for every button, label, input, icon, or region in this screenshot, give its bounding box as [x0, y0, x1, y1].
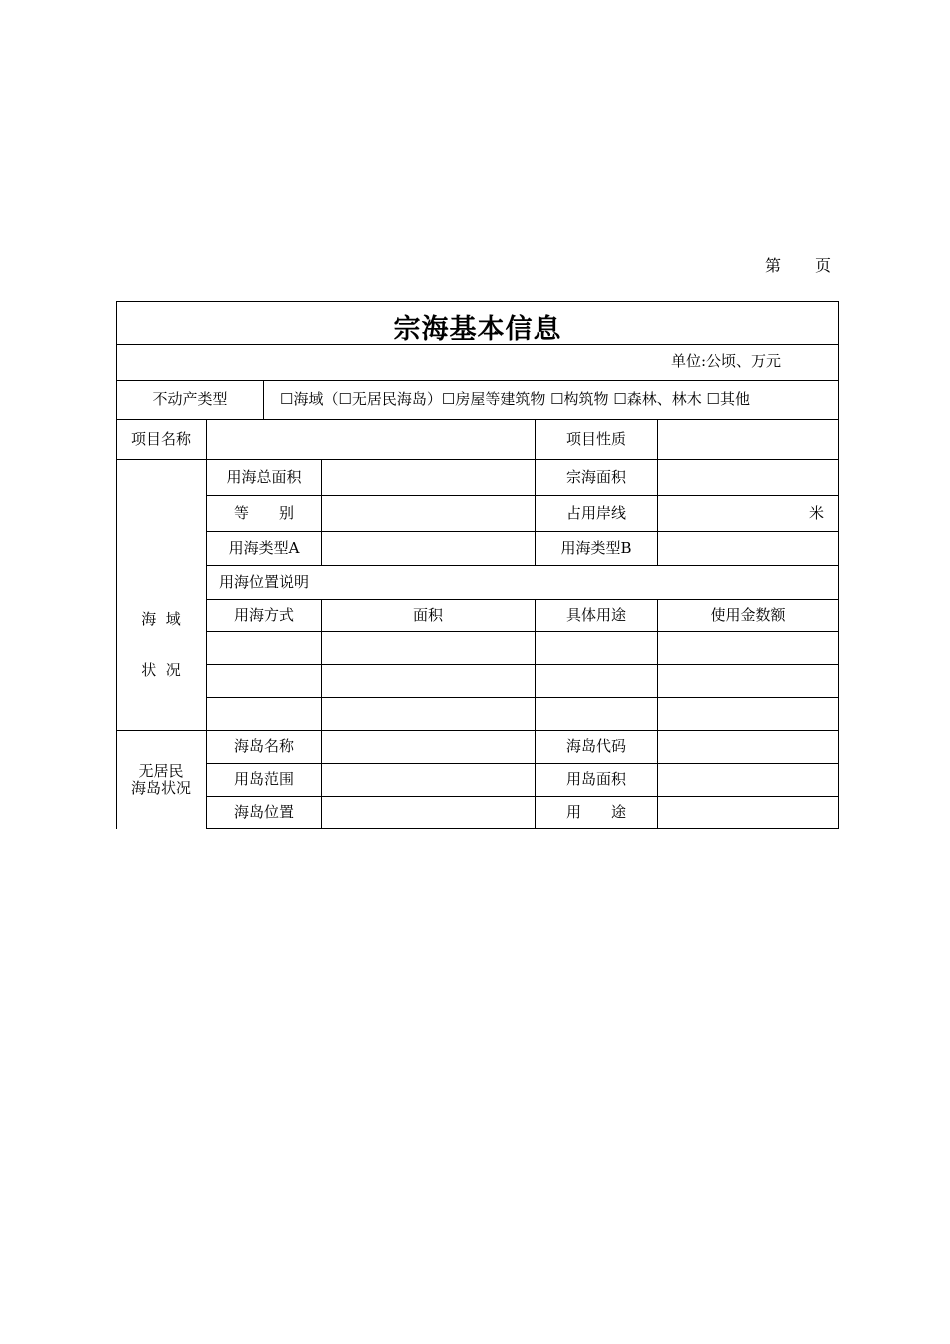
project-nature-label: 项目性质 — [565, 430, 627, 448]
sea-area-group-label-line2: 状 况 — [141, 661, 181, 679]
table-header-area: 面积 — [412, 606, 444, 624]
row-divider — [206, 565, 839, 566]
total-area-label: 用海总面积 — [226, 468, 302, 486]
row-divider — [206, 495, 839, 496]
page-number — [765, 253, 831, 276]
row-divider — [206, 664, 839, 665]
col-divider — [263, 380, 264, 419]
row-divider — [116, 730, 839, 731]
island-code-label: 海岛代码 — [565, 737, 627, 755]
col-divider — [535, 419, 536, 565]
row-divider — [206, 796, 839, 797]
col-divider — [657, 419, 658, 565]
sea-area-group-label-line1: 海 域 — [141, 610, 181, 628]
col-divider — [657, 599, 658, 829]
island-group-label-line2: 海岛状况 — [130, 779, 192, 797]
info-form — [116, 301, 839, 829]
sea-area-group-label — [141, 577, 181, 713]
row-divider — [206, 631, 839, 632]
table-header-method: 用海方式 — [233, 606, 295, 624]
grade-label: 等 别 — [233, 504, 295, 522]
island-name-label: 海岛名称 — [233, 737, 295, 755]
row-divider — [116, 419, 839, 420]
border-right — [838, 301, 839, 829]
sea-type-b-label: 用海类型B — [560, 539, 632, 557]
island-range-label: 用岛范围 — [233, 770, 295, 788]
island-area-label: 用岛面积 — [565, 770, 627, 788]
row-divider — [206, 531, 839, 532]
unit-label: 单位:公顷、万元 — [671, 352, 782, 370]
coastline-label: 占用岸线 — [565, 504, 627, 522]
table-header-fee: 使用金数额 — [710, 606, 786, 624]
border-left — [116, 301, 117, 829]
row-divider — [206, 763, 839, 764]
zonghai-area-label: 宗海面积 — [565, 468, 627, 486]
col-divider — [206, 419, 207, 829]
col-divider — [535, 599, 536, 829]
island-use-label: 用 途 — [565, 803, 627, 821]
page-number-prefix: 第 — [765, 256, 782, 275]
island-group-label — [131, 763, 191, 797]
island-group-label-line1: 无居民 — [138, 762, 184, 780]
row-divider — [116, 380, 839, 381]
row-divider — [206, 697, 839, 698]
coastline-unit: 米 — [809, 504, 825, 522]
border-bottom — [206, 828, 839, 829]
form-title: 宗海基本信息 — [393, 314, 562, 345]
row-divider — [116, 459, 839, 460]
col-divider — [321, 459, 322, 565]
sea-type-a-label: 用海类型A — [228, 539, 300, 557]
page-number-suffix: 页 — [815, 256, 832, 275]
project-name-label: 项目名称 — [130, 430, 192, 448]
row-divider — [206, 599, 839, 600]
border-top — [116, 301, 839, 302]
property-type-options[interactable]: ☐海域（☐无居民海岛）☐房屋等建筑物 ☐构筑物 ☐森林、林木 ☐其他 — [280, 390, 750, 408]
col-divider — [321, 599, 322, 829]
sea-location-label: 用海位置说明 — [218, 573, 310, 591]
island-location-label: 海岛位置 — [233, 803, 295, 821]
property-type-label: 不动产类型 — [152, 390, 228, 408]
table-header-use: 具体用途 — [565, 606, 627, 624]
